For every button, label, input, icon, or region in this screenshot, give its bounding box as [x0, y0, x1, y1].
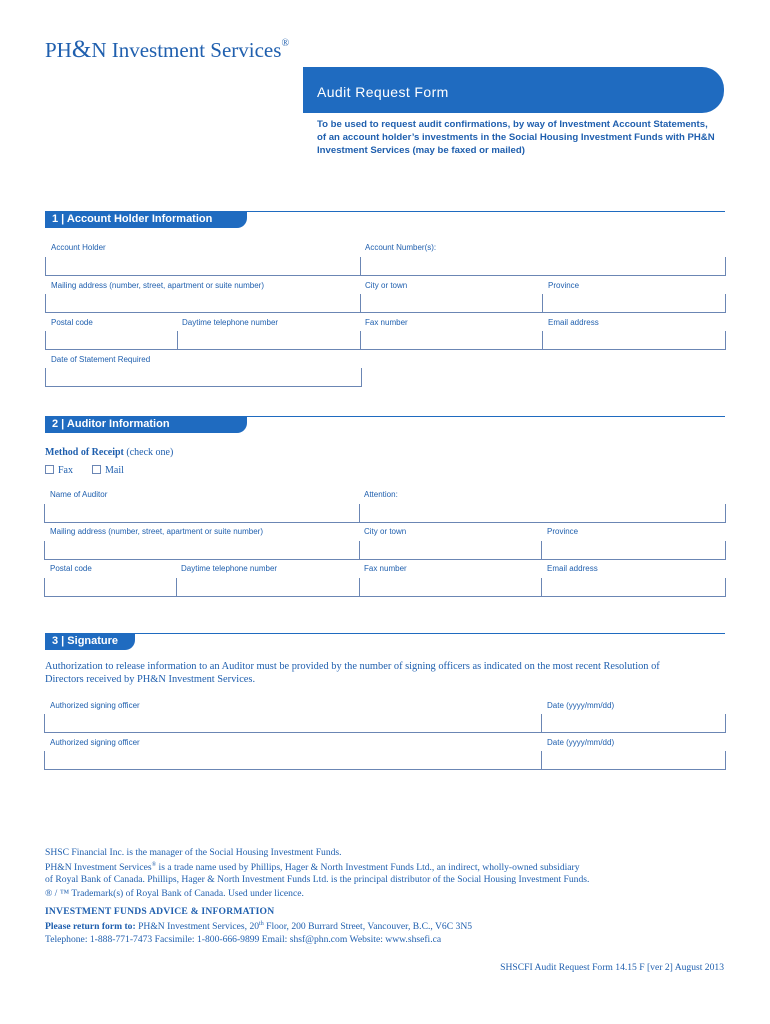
form-intro: To be used to request audit confirmations, by way of Investment Account Statements, of an account holder’s investments in the Social Housing Investment Funds with PH&N Investment Services (may be faxed or mailed) — [317, 119, 715, 156]
footer-trade-name: PH&N Investment Services® is a trade name used by Phillips, Hager & North Investment Funds Ltd., an indirect, wholly-owned subsidiary — [45, 862, 580, 874]
auditor-fax-field[interactable] — [360, 578, 541, 596]
daytime-phone-label: Daytime telephone number — [182, 318, 279, 327]
section3-header: 3 | Signature — [45, 633, 135, 650]
auditor-email-field[interactable] — [542, 578, 723, 596]
postal-code-label: Postal code — [51, 318, 93, 327]
province-label: Province — [548, 281, 580, 290]
auditor-name-label: Name of Auditor — [50, 490, 108, 499]
attention-field[interactable] — [360, 504, 723, 522]
auditor-phone-label: Daytime telephone number — [181, 564, 278, 573]
email-label: Email address — [548, 318, 599, 327]
footer-return-address: Please return form to: PH&N Investment Services, 20th Floor, 200 Burrard Street, Vancouver, B.C., V6C 3N5 — [45, 921, 473, 933]
brand-logo: PH&N Investment Services® — [45, 36, 290, 63]
date-required-field[interactable] — [45, 368, 362, 387]
email-field[interactable] — [543, 331, 723, 349]
mail-option[interactable]: Mail — [92, 465, 124, 476]
officer1-label: Authorized signing officer — [50, 701, 140, 710]
officer2-label: Authorized signing officer — [50, 738, 140, 747]
account-holder-label: Account Holder — [51, 243, 106, 252]
auditor-mailing-label: Mailing address (number, street, apartment or suite number) — [50, 527, 263, 536]
section2-header: 2 | Auditor Information — [45, 416, 247, 433]
date2-field[interactable] — [542, 751, 723, 769]
attention-label: Attention: — [364, 490, 398, 499]
fax-option[interactable]: Fax — [45, 465, 73, 476]
city-field[interactable] — [361, 294, 542, 312]
auditor-phone-field[interactable] — [177, 578, 359, 596]
account-holder-field[interactable] — [46, 257, 360, 275]
officer2-signature-field[interactable] — [45, 751, 541, 769]
fax-label: Fax number — [365, 318, 408, 327]
footer-distributor: of Royal Bank of Canada. Phillips, Hager & North Investment Funds Ltd. is the principal distributor of the Social Housing Investment Funds. — [45, 874, 590, 885]
form-id: SHSCFI Audit Request Form 14.15 F [ver 2] August 2013 — [500, 962, 724, 973]
auditor-province-label: Province — [547, 527, 579, 536]
auditor-postal-label: Postal code — [50, 564, 92, 573]
mailing-address-label: Mailing address (number, street, apartment or suite number) — [51, 281, 264, 290]
daytime-phone-field[interactable] — [178, 331, 360, 349]
account-numbers-label: Account Number(s): — [365, 243, 437, 252]
auditor-mailing-field[interactable] — [45, 541, 359, 559]
auditor-name-field[interactable] — [45, 504, 359, 522]
fax-checkbox[interactable] — [45, 465, 54, 474]
auditor-postal-field[interactable] — [45, 578, 176, 596]
auditor-fax-label: Fax number — [364, 564, 407, 573]
officer1-signature-field[interactable] — [45, 714, 541, 732]
authorization-text-1: Authorization to release information to an Auditor must be provided by the number of signing officers as indicated on the most recent Resolution of — [45, 661, 660, 672]
date1-field[interactable] — [542, 714, 723, 732]
footer-contact: Telephone: 1-888-771-7473 Facsimile: 1-800-666-9899 Email: shsf@phn.com Website: www.shsefi.ca — [45, 934, 442, 945]
auditor-city-label: City or town — [364, 527, 407, 536]
date1-label: Date (yyyy/mm/dd) — [547, 701, 615, 710]
footer-advice-heading: INVESTMENT FUNDS ADVICE & INFORMATION — [45, 906, 275, 917]
mailing-address-field[interactable] — [46, 294, 360, 312]
auditor-email-label: Email address — [547, 564, 598, 573]
province-field[interactable] — [543, 294, 723, 312]
form-title: Audit Request Form — [317, 84, 449, 100]
footer-manager: SHSC Financial Inc. is the manager of the Social Housing Investment Funds. — [45, 847, 342, 858]
auditor-province-field[interactable] — [542, 541, 723, 559]
section1-header: 1 | Account Holder Information — [45, 211, 247, 228]
mail-checkbox[interactable] — [92, 465, 101, 474]
date-required-label: Date of Statement Required — [51, 355, 151, 364]
city-label: City or town — [365, 281, 408, 290]
account-numbers-field[interactable] — [361, 257, 723, 275]
footer-trademark: ® / ™ Trademark(s) of Royal Bank of Canada. Used under licence. — [45, 888, 304, 899]
fax-field[interactable] — [361, 331, 542, 349]
authorization-text-2: Directors received by PH&N Investment Services. — [45, 674, 256, 685]
auditor-city-field[interactable] — [360, 541, 541, 559]
method-of-receipt: Method of Receipt (check one) — [45, 447, 174, 458]
postal-code-field[interactable] — [46, 331, 177, 349]
section3-rule — [45, 633, 725, 634]
date2-label: Date (yyyy/mm/dd) — [547, 738, 615, 747]
